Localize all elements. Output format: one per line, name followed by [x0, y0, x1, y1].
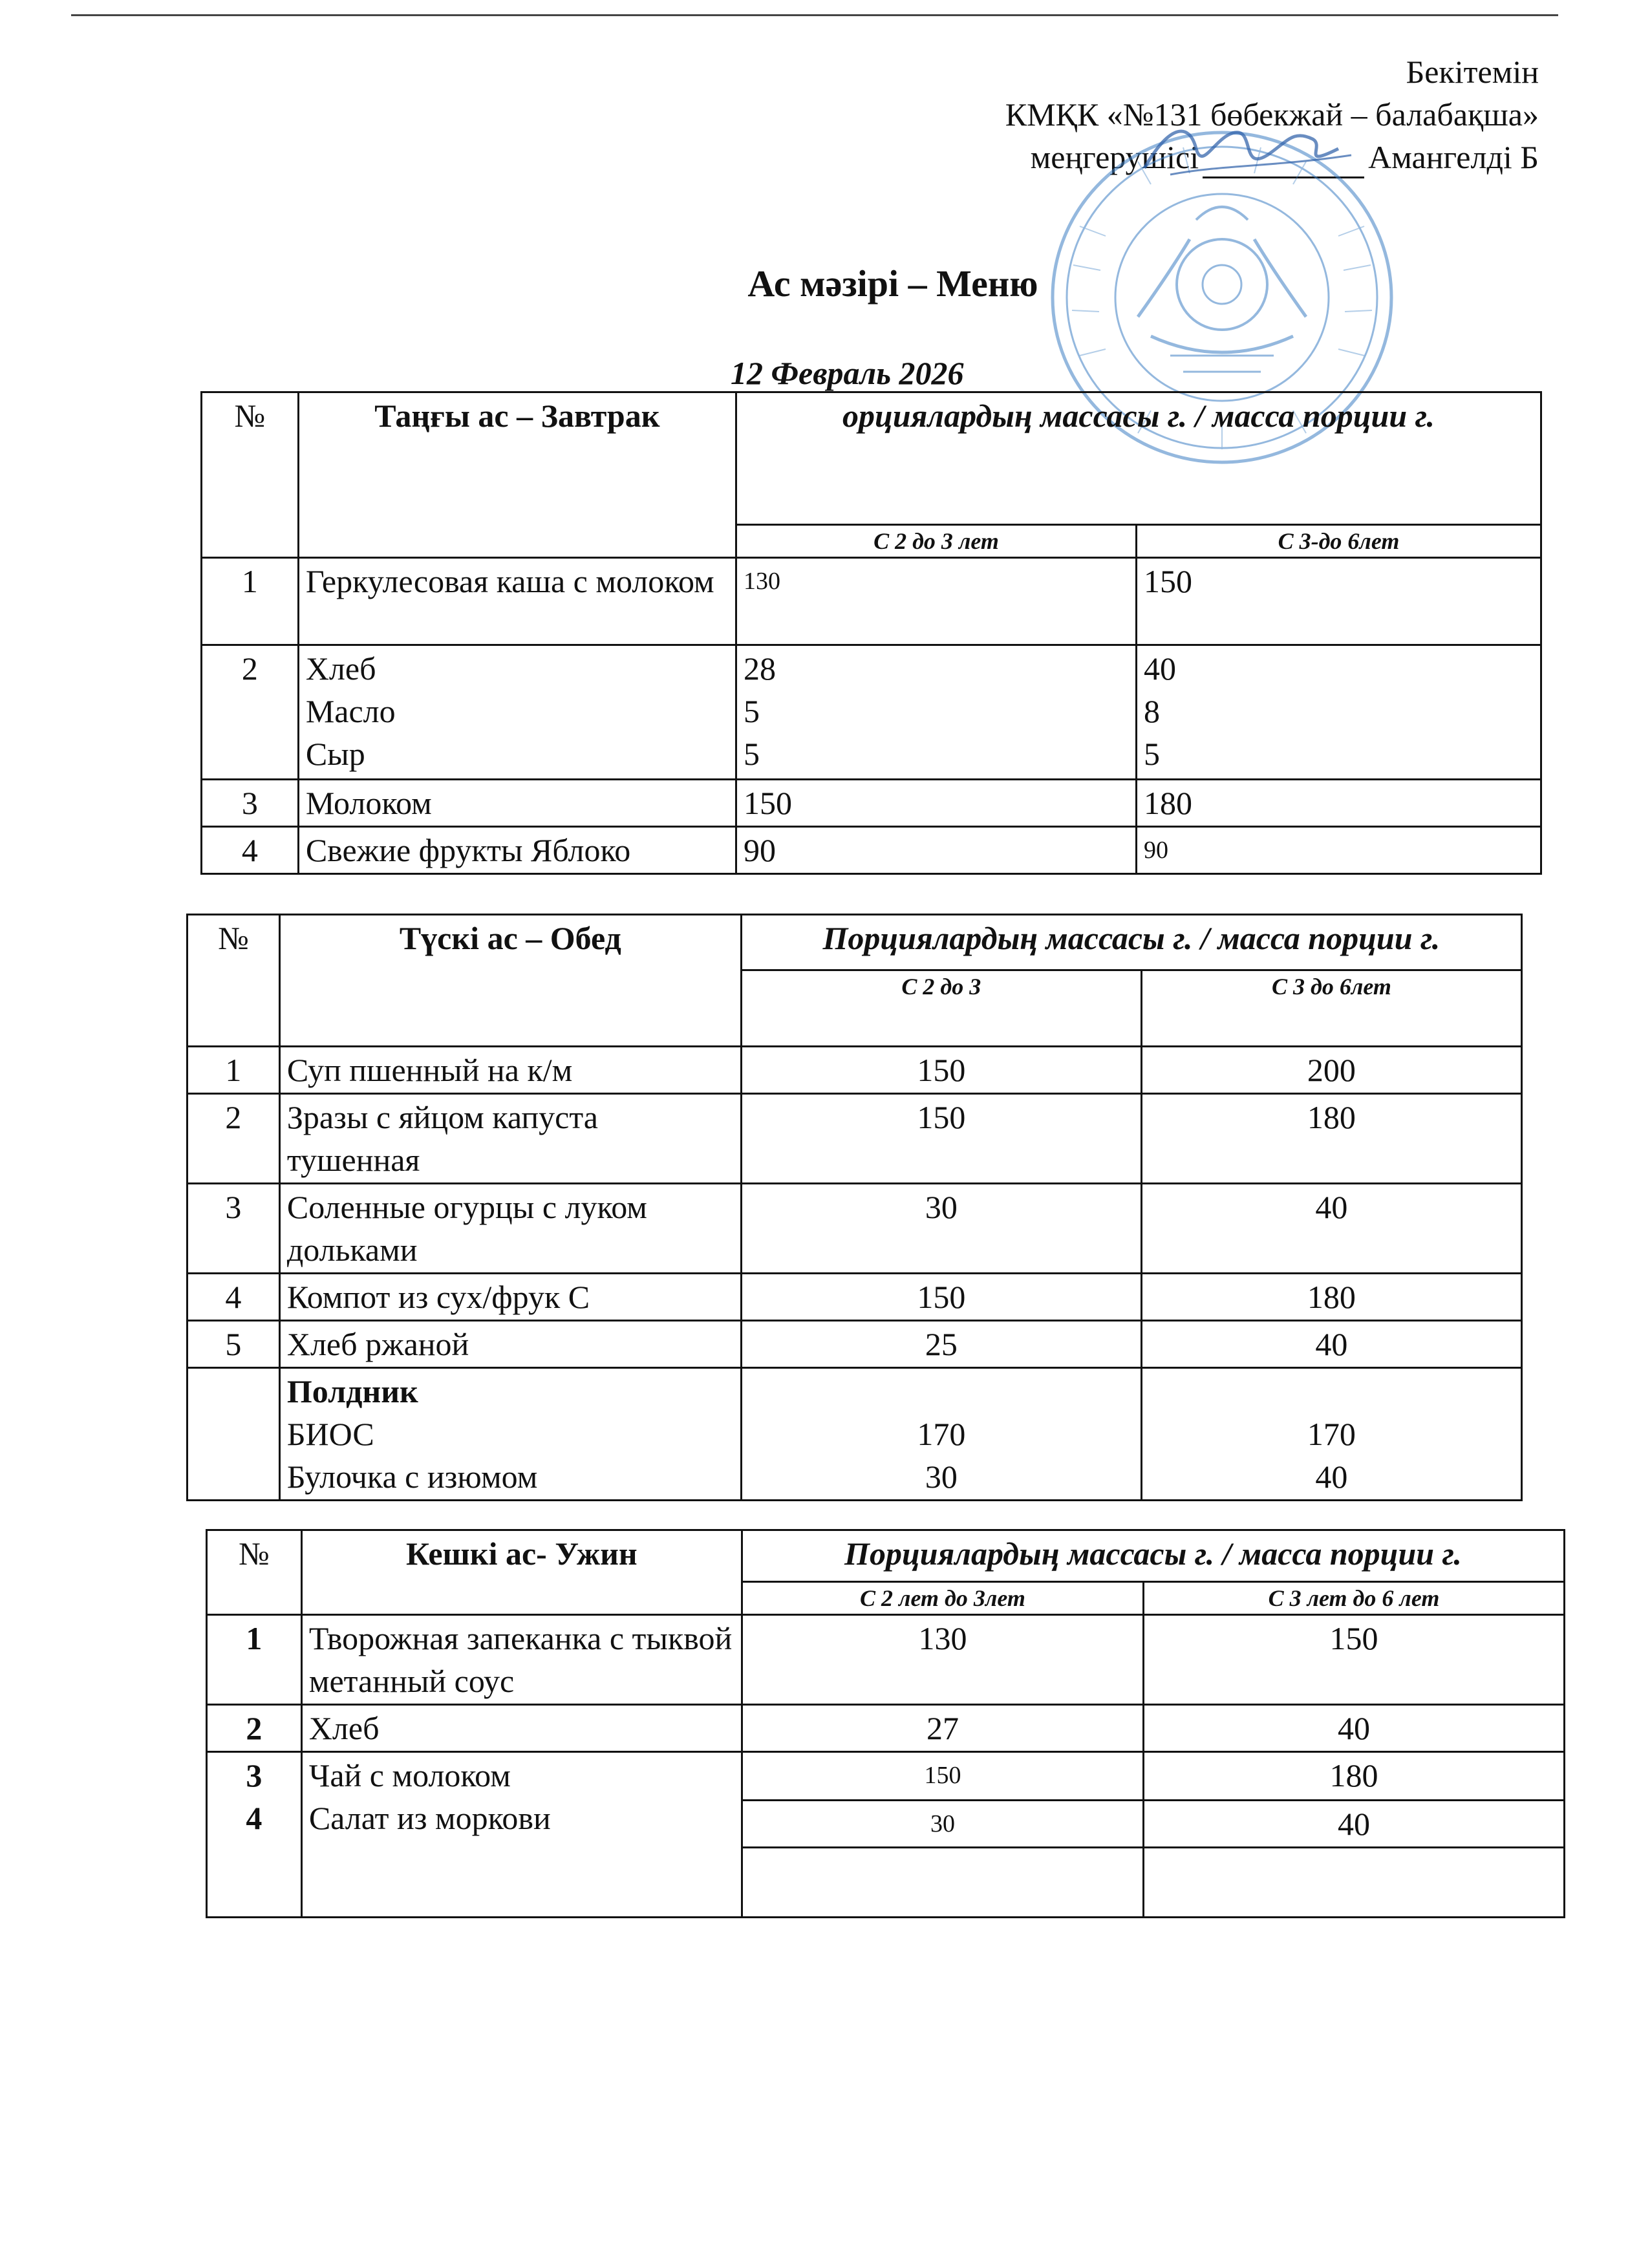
empty-cell — [742, 1848, 1143, 1918]
row-number: 5 — [188, 1321, 280, 1368]
row-number: 2 — [207, 1705, 302, 1752]
table-row — [207, 1705, 1565, 1752]
dinner-table — [206, 1529, 1565, 1918]
row-number: 2 — [202, 645, 299, 780]
portion-value: 27 — [742, 1705, 1143, 1752]
row-number-empty — [188, 1368, 280, 1501]
column-header-meal: Кешкі ас- Ужин — [301, 1530, 742, 1615]
portion-value: 180 — [1141, 1274, 1521, 1321]
dish-name: Масло — [305, 693, 396, 729]
approval-line-2: КМҚК «№131 бөбекжай – балабақша» — [1005, 96, 1539, 133]
table-row — [188, 1321, 1522, 1368]
breakfast-table — [200, 391, 1542, 875]
row-number: 4 — [188, 1274, 280, 1321]
age-column-2-3: С 2 лет до 3лет — [742, 1582, 1143, 1615]
dish-name: Хлеб — [301, 1705, 742, 1752]
portion-value: 30 — [742, 1801, 1143, 1848]
column-header-portion: орциялардың массасы г. / масса порции г. — [736, 392, 1541, 525]
portion-value: 150 — [736, 780, 1137, 827]
dish-name: Свежие фрукты Яблоко — [298, 827, 736, 874]
age-column-3-6: С 3-до 6лет — [1136, 525, 1541, 558]
column-header-meal: Түскі ас – Обед — [279, 915, 741, 1047]
column-header-number: № — [188, 915, 280, 1047]
portion-value-list — [1136, 645, 1541, 780]
dish-name: Соленные огурцы с луком дольками — [279, 1184, 741, 1274]
portion-value: 180 — [1136, 780, 1541, 827]
snack-heading: Полдник — [286, 1373, 418, 1409]
portion-value: 150 — [742, 1752, 1143, 1801]
portion-value: 150 — [741, 1274, 1141, 1321]
page-title: Ас мәзірі – Меню — [747, 262, 1038, 305]
dish-name: Геркулесовая каша с молоком — [298, 558, 736, 645]
portion-value: 150 — [741, 1047, 1141, 1094]
table-row — [202, 558, 1541, 645]
table-row — [188, 1184, 1522, 1274]
portion-value: 180 — [1141, 1094, 1521, 1184]
portion-value: 40 — [1315, 1459, 1348, 1495]
table-row — [188, 1274, 1522, 1321]
table-header-row — [207, 1530, 1565, 1582]
row-number: 2 — [188, 1094, 280, 1184]
table-row-snack — [188, 1368, 1522, 1501]
column-header-portion: Порциялардың массасы г. / масса порции г. — [742, 1530, 1564, 1582]
snack-list — [279, 1368, 741, 1501]
portion-value: 40 — [1141, 1321, 1521, 1368]
dish-name: Булочка с изюмом — [286, 1459, 538, 1495]
portion-value: 30 — [925, 1459, 958, 1495]
handwritten-signature — [1131, 110, 1364, 194]
age-column-3-6: С 3 до 6лет — [1141, 970, 1521, 1047]
row-number: 3 — [246, 1757, 262, 1793]
dish-name: Творожная запеканка с тыквой метанный соус — [301, 1615, 742, 1705]
age-column-3-6: С 3 лет до 6 лет — [1143, 1582, 1564, 1615]
portion-value: 130 — [736, 558, 1137, 645]
portion-value: 40 — [1143, 650, 1176, 687]
approval-position: меңгерушісі — [1030, 139, 1199, 175]
portion-value-list — [736, 645, 1137, 780]
dish-name: Хлеб ржаной — [279, 1321, 741, 1368]
dish-name: Сыр — [305, 736, 365, 772]
dish-name-list — [301, 1752, 742, 1918]
table-row — [202, 780, 1541, 827]
row-number-list — [207, 1752, 302, 1918]
row-number: 1 — [188, 1047, 280, 1094]
portion-value: 25 — [741, 1321, 1141, 1368]
portion-value-list — [741, 1368, 1141, 1501]
lunch-table — [186, 914, 1523, 1501]
table-row — [207, 1615, 1565, 1705]
column-header-number: № — [207, 1530, 302, 1615]
age-column-2-3: С 2 до 3 лет — [736, 525, 1137, 558]
table-row — [202, 827, 1541, 874]
table-header-row — [202, 392, 1541, 525]
row-number: 3 — [188, 1184, 280, 1274]
portion-value: 5 — [1143, 736, 1160, 772]
portion-value: 8 — [1143, 693, 1160, 729]
portion-value: 170 — [1307, 1416, 1356, 1452]
approval-name: Амангелді Б — [1368, 139, 1539, 175]
age-column-2-3: С 2 до 3 — [741, 970, 1141, 1047]
row-number: 3 — [202, 780, 299, 827]
dish-name: Салат из моркови — [308, 1800, 551, 1836]
table-row — [202, 645, 1541, 780]
dish-name: Молоком — [298, 780, 736, 827]
table-row — [188, 1047, 1522, 1094]
portion-value: 40 — [1143, 1705, 1564, 1752]
portion-value: 5 — [744, 693, 760, 729]
approval-line-1: Бекітемін — [1406, 54, 1539, 90]
portion-value: 200 — [1141, 1047, 1521, 1094]
dish-name: Суп пшенный на к/м — [279, 1047, 741, 1094]
portion-value: 150 — [1143, 1615, 1564, 1705]
portion-value: 40 — [1141, 1184, 1521, 1274]
column-header-meal: Таңғы ас – Завтрак — [298, 392, 736, 558]
portion-value: 30 — [741, 1184, 1141, 1274]
dish-name: Хлеб — [305, 650, 376, 687]
dish-name: Компот из сух/фрук С — [279, 1274, 741, 1321]
portion-value: 130 — [742, 1615, 1143, 1705]
row-number: 4 — [202, 827, 299, 874]
portion-value: 170 — [917, 1416, 966, 1452]
dish-name: Зразы с яйцом капуста тушенная — [279, 1094, 741, 1184]
portion-value-list — [1141, 1368, 1521, 1501]
portion-value: 90 — [1136, 827, 1541, 874]
table-row — [188, 1094, 1522, 1184]
portion-value: 40 — [1143, 1801, 1564, 1848]
portion-value: 180 — [1143, 1752, 1564, 1801]
column-header-number: № — [202, 392, 299, 558]
empty-cell — [1143, 1848, 1564, 1918]
row-number: 4 — [246, 1800, 262, 1836]
row-number: 1 — [207, 1615, 302, 1705]
portion-value: 5 — [744, 736, 760, 772]
table-row — [207, 1752, 1565, 1801]
portion-value: 90 — [736, 827, 1137, 874]
dish-name: Чай с молоком — [308, 1757, 511, 1793]
portion-value: 150 — [741, 1094, 1141, 1184]
portion-value: 28 — [744, 650, 776, 687]
menu-date: 12 Февраль 2026 — [731, 355, 964, 391]
dish-name: БИОС — [286, 1416, 374, 1452]
scan-edge-line — [71, 14, 1558, 16]
portion-value: 150 — [1136, 558, 1541, 645]
table-header-row — [188, 915, 1522, 970]
column-header-portion: Порциялардың массасы г. / масса порции г. — [741, 915, 1521, 970]
dish-name-list — [298, 645, 736, 780]
row-number: 1 — [202, 558, 299, 645]
